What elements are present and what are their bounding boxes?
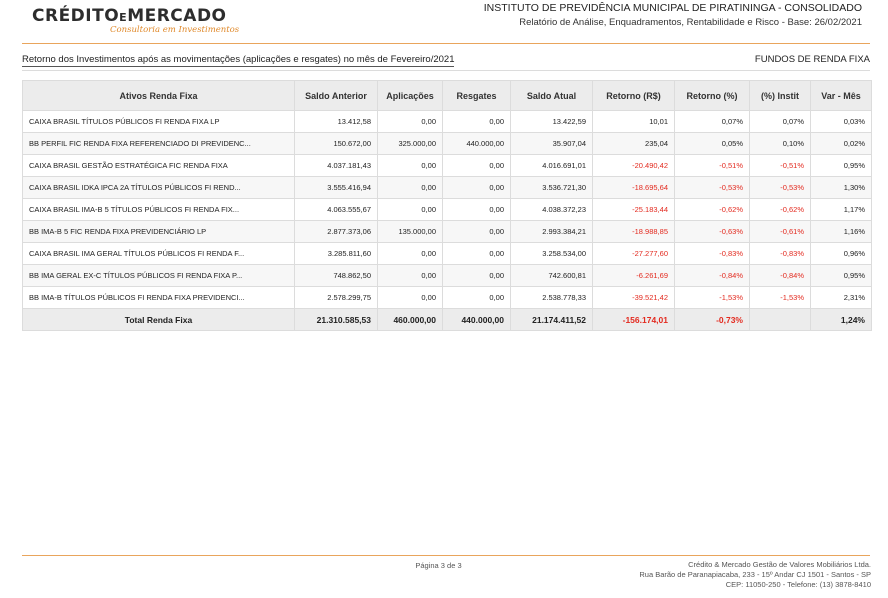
cell-retorno-pct: -0,62% xyxy=(675,199,750,221)
cell-var-mes: 0,03% xyxy=(811,111,872,133)
cell-saldo-anterior: 4.037.181,43 xyxy=(295,155,378,177)
footer-address: Rua Barão de Paranapiacaba, 233 - 15º Andar CJ 1501 - Santos - SP xyxy=(639,570,871,579)
logo-wordmark xyxy=(32,6,262,26)
cell-saldo-anterior: 3.555.416,94 xyxy=(295,177,378,199)
section-type: FUNDOS DE RENDA FIXA xyxy=(754,54,870,65)
cell-asset-name: CAIXA BRASIL IMA GERAL TÍTULOS PÚBLICOS FI RENDA F... xyxy=(23,243,295,265)
total-asset-name: Total Renda Fixa xyxy=(23,309,295,331)
column-header-aplicacoes: Aplicações xyxy=(378,81,443,111)
cell-aplicacoes: 0,00 xyxy=(378,265,443,287)
cell-retorno-rs: 235,04 xyxy=(593,133,675,155)
cell-retorno-pct: 0,07% xyxy=(675,111,750,133)
table-row xyxy=(23,177,872,199)
cell-var-mes: 1,16% xyxy=(811,221,872,243)
cell-pct-instit: 0,10% xyxy=(750,133,811,155)
cell-pct-instit: -0,53% xyxy=(750,177,811,199)
table-total-row xyxy=(23,309,872,331)
report-title: INSTITUTO DE PREVIDÊNCIA MUNICIPAL DE PIRATININGA - CONSOLIDADO xyxy=(483,2,862,14)
cell-asset-name: BB IMA GERAL EX-C TÍTULOS PÚBLICOS FI RENDA FIXA P... xyxy=(23,265,295,287)
cell-saldo-atual: 4.038.372,23 xyxy=(511,199,593,221)
cell-saldo-anterior: 13.412,58 xyxy=(295,111,378,133)
cell-aplicacoes: 0,00 xyxy=(378,155,443,177)
cell-asset-name: CAIXA BRASIL GESTÃO ESTRATÉGICA FIC RENDA FIXA xyxy=(23,155,295,177)
column-header-var-mes: Var - Mês xyxy=(811,81,872,111)
cell-saldo-anterior: 2.877.373,06 xyxy=(295,221,378,243)
cell-pct-instit: -0,83% xyxy=(750,243,811,265)
cell-resgates: 0,00 xyxy=(443,221,511,243)
total-saldo-anterior: 21.310.585,53 xyxy=(295,309,378,331)
logo-word-mercado: MERCADO xyxy=(127,6,227,26)
cell-retorno-pct: 0,05% xyxy=(675,133,750,155)
header-divider xyxy=(22,43,870,44)
total-pct-instit xyxy=(750,309,811,331)
cell-retorno-rs: -6.261,69 xyxy=(593,265,675,287)
cell-saldo-anterior: 2.578.299,75 xyxy=(295,287,378,309)
cell-var-mes: 0,95% xyxy=(811,265,872,287)
returns-table xyxy=(22,80,872,331)
table-row xyxy=(23,221,872,243)
column-header-resgates: Resgates xyxy=(443,81,511,111)
table-row xyxy=(23,133,872,155)
total-retorno-rs: -156.174,01 xyxy=(593,309,675,331)
footer-contact: CEP: 11050-250 - Telefone: (13) 3878-8410 xyxy=(725,580,871,589)
table-header xyxy=(23,81,872,111)
cell-asset-name: CAIXA BRASIL IMA-B 5 TÍTULOS PÚBLICOS FI RENDA FIX... xyxy=(23,199,295,221)
report-subtitle: Relatório de Análise, Enquadramentos, Rentabilidade e Risco - Base: 26/02/2021 xyxy=(519,17,862,28)
table-row xyxy=(23,287,872,309)
total-retorno-pct: -0,73% xyxy=(675,309,750,331)
cell-saldo-atual: 3.258.534,00 xyxy=(511,243,593,265)
cell-var-mes: 0,96% xyxy=(811,243,872,265)
cell-saldo-atual: 13.422,59 xyxy=(511,111,593,133)
company-logo xyxy=(32,6,262,40)
cell-resgates: 0,00 xyxy=(443,287,511,309)
cell-saldo-atual: 2.993.384,21 xyxy=(511,221,593,243)
table-body xyxy=(23,111,872,309)
cell-var-mes: 2,31% xyxy=(811,287,872,309)
cell-saldo-anterior: 150.672,00 xyxy=(295,133,378,155)
cell-pct-instit: -0,84% xyxy=(750,265,811,287)
column-header-retorno-pct: Retorno (%) xyxy=(675,81,750,111)
cell-asset-name: CAIXA BRASIL IDKA IPCA 2A TÍTULOS PÚBLICOS FI REND... xyxy=(23,177,295,199)
report-header xyxy=(484,2,862,30)
cell-resgates: 0,00 xyxy=(443,111,511,133)
cell-retorno-pct: -0,84% xyxy=(675,265,750,287)
cell-aplicacoes: 0,00 xyxy=(378,177,443,199)
cell-asset-name: BB IMA-B 5 FIC RENDA FIXA PREVIDENCIÁRIO LP xyxy=(23,221,295,243)
total-var-mes: 1,24% xyxy=(811,309,872,331)
cell-saldo-atual: 35.907,04 xyxy=(511,133,593,155)
total-resgates: 440.000,00 xyxy=(443,309,511,331)
cell-pct-instit: -0,62% xyxy=(750,199,811,221)
cell-aplicacoes: 0,00 xyxy=(378,287,443,309)
table-row xyxy=(23,111,872,133)
total-aplicacoes: 460.000,00 xyxy=(378,309,443,331)
footer-divider xyxy=(22,555,870,556)
cell-retorno-pct: -1,53% xyxy=(675,287,750,309)
cell-retorno-pct: -0,51% xyxy=(675,155,750,177)
cell-retorno-pct: -0,63% xyxy=(675,221,750,243)
cell-retorno-rs: -18.988,85 xyxy=(593,221,675,243)
cell-retorno-rs: -27.277,60 xyxy=(593,243,675,265)
cell-saldo-atual: 3.536.721,30 xyxy=(511,177,593,199)
cell-retorno-rs: -20.490,42 xyxy=(593,155,675,177)
cell-resgates: 0,00 xyxy=(443,155,511,177)
cell-var-mes: 0,95% xyxy=(811,155,872,177)
cell-pct-instit: -0,51% xyxy=(750,155,811,177)
cell-var-mes: 0,02% xyxy=(811,133,872,155)
cell-var-mes: 1,30% xyxy=(811,177,872,199)
cell-resgates: 0,00 xyxy=(443,265,511,287)
cell-retorno-rs: 10,01 xyxy=(593,111,675,133)
section-divider xyxy=(22,70,870,71)
cell-retorno-pct: -0,53% xyxy=(675,177,750,199)
column-header-asset-name: Ativos Renda Fixa xyxy=(23,81,295,111)
column-header-saldo-anterior: Saldo Anterior xyxy=(295,81,378,111)
table-row xyxy=(23,265,872,287)
page-number: Página 3 de 3 xyxy=(415,561,462,570)
total-saldo-atual: 21.174.411,52 xyxy=(511,309,593,331)
logo-tagline: Consultoria em Investimentos xyxy=(110,25,240,35)
cell-pct-instit: 0,07% xyxy=(750,111,811,133)
table-row xyxy=(23,199,872,221)
cell-saldo-atual: 4.016.691,01 xyxy=(511,155,593,177)
cell-saldo-atual: 742.600,81 xyxy=(511,265,593,287)
cell-resgates: 440.000,00 xyxy=(443,133,511,155)
cell-aplicacoes: 0,00 xyxy=(378,199,443,221)
cell-pct-instit: -0,61% xyxy=(750,221,811,243)
cell-aplicacoes: 325.000,00 xyxy=(378,133,443,155)
cell-resgates: 0,00 xyxy=(443,177,511,199)
cell-retorno-rs: -18.695,64 xyxy=(593,177,675,199)
logo-word-credito: CRÉDITO xyxy=(32,6,120,26)
cell-asset-name: BB IMA-B TÍTULOS PÚBLICOS FI RENDA FIXA PREVIDENCI... xyxy=(23,287,295,309)
cell-resgates: 0,00 xyxy=(443,243,511,265)
cell-asset-name: CAIXA BRASIL TÍTULOS PÚBLICOS FI RENDA FIXA LP xyxy=(23,111,295,133)
table-header-row xyxy=(23,81,872,111)
column-header-pct-instit: (%) Instit xyxy=(750,81,811,111)
cell-saldo-anterior: 4.063.555,67 xyxy=(295,199,378,221)
cell-pct-instit: -1,53% xyxy=(750,287,811,309)
table-row xyxy=(23,155,872,177)
column-header-retorno-rs: Retorno (R$) xyxy=(593,81,675,111)
cell-retorno-rs: -25.183,44 xyxy=(593,199,675,221)
cell-aplicacoes: 0,00 xyxy=(378,111,443,133)
cell-retorno-pct: -0,83% xyxy=(675,243,750,265)
cell-asset-name: BB PERFIL FIC RENDA FIXA REFERENCIADO DI PREVIDENC... xyxy=(23,133,295,155)
company-footer xyxy=(639,560,871,590)
section-title: Retorno dos Investimentos após as movimentações (aplicações e resgates) no mês de Fevereiro/2021 xyxy=(22,54,455,65)
cell-resgates: 0,00 xyxy=(443,199,511,221)
table-row xyxy=(23,243,872,265)
footer-company-name: Crédito & Mercado Gestão de Valores Mobiliários Ltda. xyxy=(688,560,871,569)
cell-saldo-anterior: 3.285.811,60 xyxy=(295,243,378,265)
table-footer xyxy=(23,309,872,331)
cell-saldo-atual: 2.538.778,33 xyxy=(511,287,593,309)
logo-word-e: E xyxy=(119,11,128,24)
cell-aplicacoes: 0,00 xyxy=(378,243,443,265)
cell-saldo-anterior: 748.862,50 xyxy=(295,265,378,287)
column-header-saldo-atual: Saldo Atual xyxy=(511,81,593,111)
cell-retorno-rs: -39.521,42 xyxy=(593,287,675,309)
cell-var-mes: 1,17% xyxy=(811,199,872,221)
cell-aplicacoes: 135.000,00 xyxy=(378,221,443,243)
section-header xyxy=(22,53,870,69)
